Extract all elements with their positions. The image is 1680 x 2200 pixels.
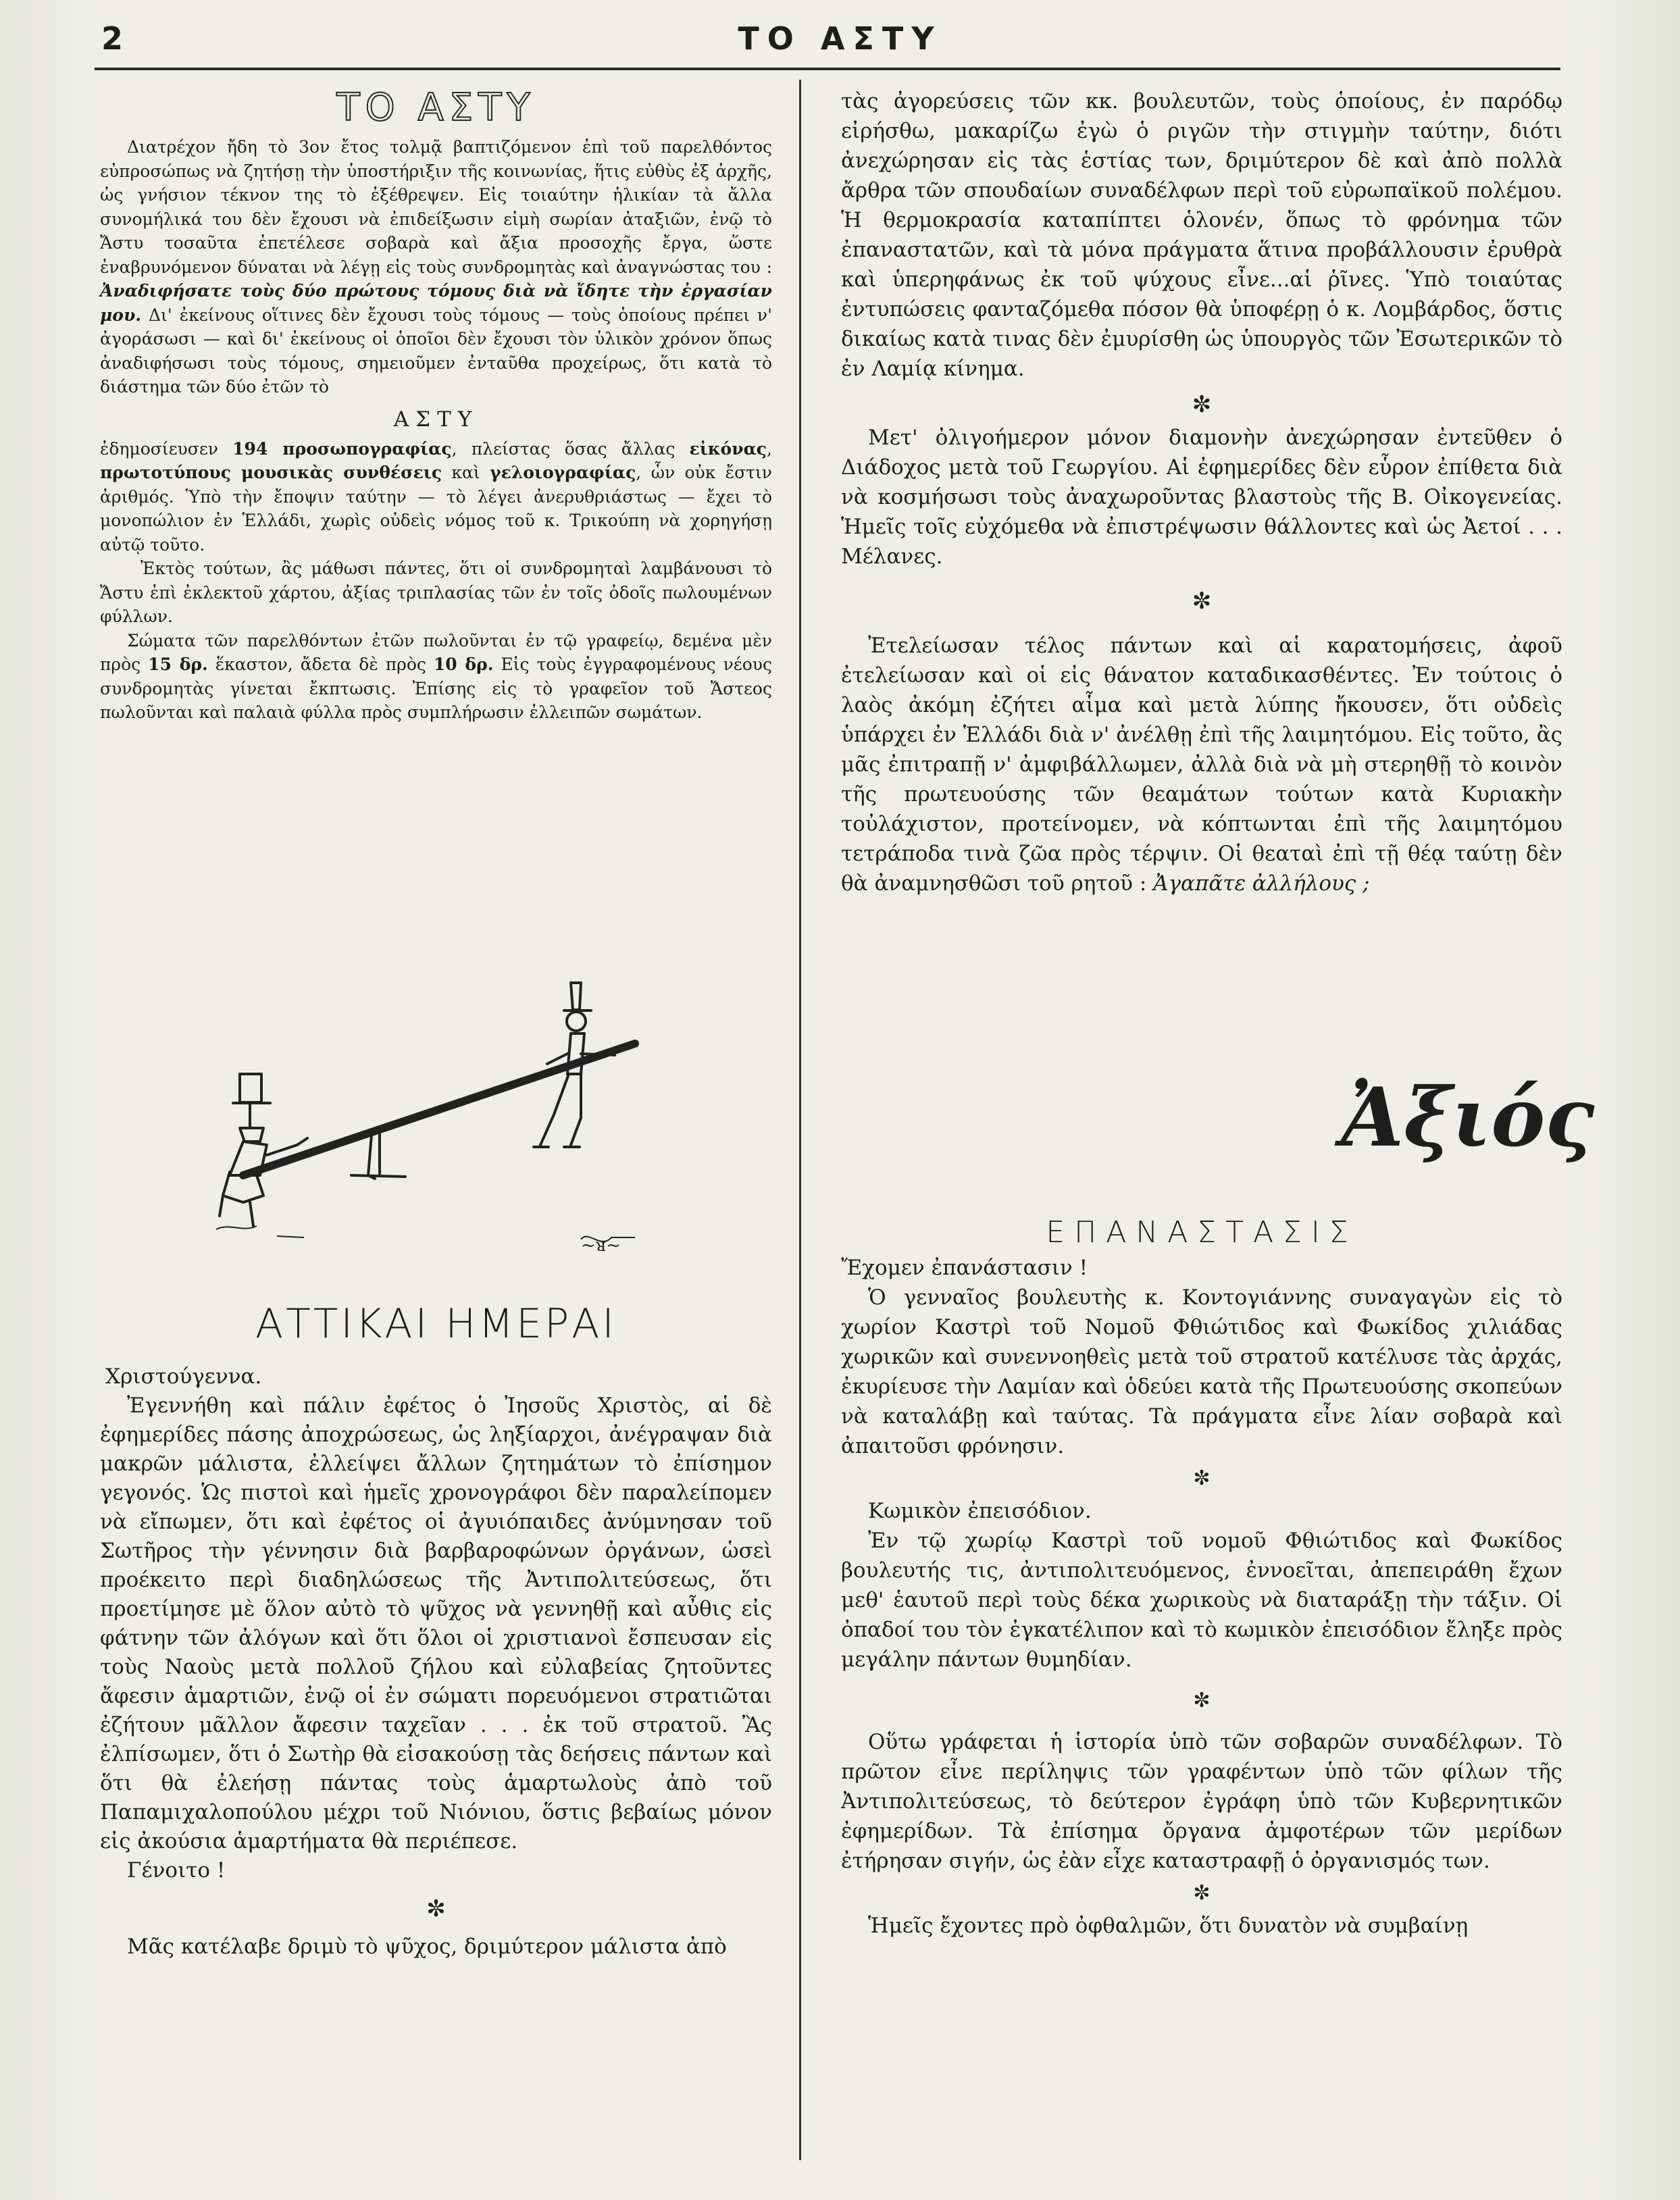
page-number: 2 (101, 20, 124, 57)
diadochos-paragraph: Μετ' ὀλιγοήμερον μόνον διαμονὴν ἀνεχώρησαν ἐντεῦθεν ὁ Διάδοχος μετὰ τοῦ Γεωργίου. Αἱ ἐφημερίδες δὲν εὗρον ἐπίθετα διὰ νὰ κοσμήσωσι τοὺς ἀναχωροῦντας βλαστοὺς τῆς Β. Οἰκογενείας. Ἡμεῖς τοῖς εὐχόμεθα νὰ ἐπιστρέψωσιν θάλλοντες καὶ ὡς Ἀετοί . . . Μέλανες. (841, 426, 1562, 569)
pub-count: 194 προσωπογραφίας (232, 438, 452, 459)
revolution-title: ΕΠΑΝΑΣΤΑΣΙΣ (1046, 1215, 1358, 1250)
asterism-left: ✼ (426, 1895, 446, 1922)
amen-line: Γένοιτο ! (127, 1858, 226, 1883)
pub-images: εἰκόνας (689, 438, 767, 459)
left-column (100, 86, 772, 725)
intro-text-2: Δι' ἐκείνους οἵτινες δὲν ἔχουσι τοὺς τόμους — τοὺς ὁποίους πρέπει ν' ἀγοράσωσι — καὶ δι' ἐκείνους οἱ ὁποῖοι δὲν ἔχουσι τὸν ὑλικὸν χρόνον ὅπως ἀναδιφήσωσι τοὺς τόμους, σημειοῦμεν ἐνταῦθα προχείρως, ὅτι κατὰ τὸ διάστημα τῶν δύο ἐτῶν τὸ (100, 305, 772, 396)
pub-e: , (767, 438, 772, 459)
christmas-heading: Χριστούγεννα. (105, 1364, 262, 1389)
executions-paragraph (841, 631, 1562, 898)
author-signature: Ἀξιός (1341, 1070, 1595, 1165)
revolution-paragraph: Ὁ γενναῖος βουλευτὴς κ. Κοντογιάννης συναγαγὼν εἰς τὸ χωρίον Καστρὶ τοῦ Νομοῦ Φθιώτιδος καὶ Φωκίδος χιλιάδας χωρικῶν καὶ συνεννοηθεὶς μετὰ τοῦ στρατοῦ κατέλυσε τὰς ἀρχάς, ἐκυρίευσε τὴν Λαμίαν καὶ ὁδεύει κατὰ τῆς Πρωτευούσης σκοπεύων νὰ καταλάβῃ καὶ ταύτας. Τὰ πράγματα εἶνε λίαν σοβαρὰ καὶ ἀπαιτοῦσι φρόνησιν. (841, 1285, 1562, 1458)
column-divider (799, 80, 801, 2160)
vol-a: Σώματα τῶν παρελθόντων ἐτῶν πωλοῦνται ἐν τῷ γραφείῳ, δεμένα μὲν πρὸς (100, 630, 772, 674)
publications-paragraph (100, 437, 772, 557)
volumes-paragraph (100, 629, 772, 725)
executions-quote: Ἀγαπᾶτε ἀλλήλους ; (1153, 871, 1370, 896)
masthead-title: ΤΟ ΑΣΤΥ (738, 20, 942, 57)
continued-paragraph: τὰς ἀγορεύσεις τῶν κκ. βουλευτῶν, τοὺς ὁποίους, ἐν παρόδῳ εἰρήσθω, μακαρίζω ἐγὼ ὁ ριγῶν τὴν στιγμὴν ταύτην, διότι ἀνεχώρησαν εἰς τὰς ἑστίας των, δριμύτερον δὲ καὶ ἀπὸ πολλὰ ἄρθρα τῶν σπουδαίων συναδέλφων περὶ τοῦ εὐρωπαϊκοῦ πολέμου. Ἡ θερμοκρασία καταπίπτει ὁλονέν, ὅπως τὸ φρόνημα τῶν ἐπαναστατῶν, καὶ τὰ μόνα πράγματα ἅτινα προβάλλουσιν ἐρυθρὰ καὶ ὑπερηφάνως ἐκ τοῦ ψύχους εἶνε...αἱ ῥῖνες. Ὑπὸ τοιαύτας ἐντυπώσεις φανταζόμεθα πόσον θὰ ὑποφέρῃ ὁ κ. Λομβάρδος, ὅστις δικαίως κατὰ τινας δὲν ἐμυρίσθη ὡς ὑπουργὸς τῶν Ἐσωτερικῶν τὸ ἐν Λαμίᾳ κίνημα. (841, 89, 1562, 381)
asterism-3: ✼ (1193, 1466, 1211, 1490)
vol-price-bound: 15 δρ. (148, 655, 208, 674)
intro-emphasis: Ἀναδιφήσατε τοὺς δύο πρώτους τόμους διὰ νὰ ἴδητε τὴν ἐργασίαν μου. (100, 281, 772, 325)
history-paragraph: Οὕτω γράφεται ἡ ἱστορία ὑπὸ τῶν σοβαρῶν συναδέλφων. Τὸ πρῶτον εἶνε περίληψις τῶν γραφέντων ὑπὸ τῶν φίλων τῆς Ἀντιπολιτεύσεως, τὸ δεύτερον ἐγράφη ὑπὸ τῶν Κυβερνητικῶν ἐφημερίδων. Τὰ ἐπίσημα ὄργανα ἀμφοτέρων τῶν μερίδων ἐτήρησαν σιγήν, ὡς ἐὰν εἶχε καταστραφῇ ὁ ὀργανισμός των. (841, 1730, 1562, 1873)
vol-e: Εἰς τοὺς ἐγγραφομένους νέους συνδρομητὰς γίνεται ἔκπτωσις. Ἐπίσης εἰς τὸ γραφεῖον τοῦ Ἄστεος πωλοῦνται καὶ παλαιὰ φύλλα πρὸς συμπλήρωσιν ἐλλειπῶν σωμάτων. (100, 655, 772, 722)
right-column (841, 86, 1562, 898)
attikai-title: ΑΤΤΙΚΑΙ ΗΜΕΡΑΙ (255, 1300, 617, 1348)
asterism-5: ✼ (1193, 1881, 1211, 1905)
seesaw-cartoon (203, 973, 730, 1256)
pub-a: ἐδημοσίευσεν (100, 438, 218, 459)
attikai-section (100, 1300, 772, 1962)
christmas-paragraph: Ἐγεννήθη καὶ πάλιν ἐφέτος ὁ Ἰησοῦς Χριστὸς, αἱ δὲ ἐφημερίδες πάσης ἀποχρώσεως, ὡς ληξίαρχοι, ἀνέγραψαν διὰ μακρῶν μάλιστα, ἐλλείψει ἄλλων ζητημάτων τὸ ἐπίσημον γεγονός. Ὡς πιστοὶ καὶ ἡμεῖς χρονογράφοι δὲν παραλείπομεν νὰ εἴπωμεν, ὅτι καὶ ἐφέτος οἱ ἀγυιόπαιδες ἀνύμνησαν τοῦ Σωτῆρος τὴν γέννησιν διὰ βαρβαροφώνων ὀργάνων, ὡσεὶ προέκειτο περὶ διαδηλώσεως τῆς Ἀντιπολιτεύσεως, ὅτι προετίμησε μὲ ὅλον αὐτὸ τὸ ψῦχος νὰ γεννηθῇ καὶ αὖθις εἰς φάτνην τῶν ἀλόγων καὶ ὅτι ὅλοι οἱ χριστιανοὶ ἔσπευσαν εἰς τοὺς Ναοὺς μετὰ πολλοῦ ζήλου καὶ εὐλαβείας ζητοῦντες ἄφεσιν ἁμαρτιῶν, ἐνῷ οἱ ἐν σώματι πορευόμενοι στρατιῶται ἐζήτουν μᾶλλον ἄφεσιν ταχεῖαν . . . ἐκ τοῦ στρατοῦ. Ἂς ἐλπίσωμεν, ὅτι ὁ Σωτὴρ θὰ εἰσακούσῃ τὰς δεήσεις πάντων καὶ ὅτι θὰ ἐλεήσῃ πάντας τοὺς ἁμαρτωλοὺς ἀπὸ τοῦ Παπαμιχαλοπούλου μέχρι τοῦ Νιόνιου, ὅστις βεβαίως μόνον εἰς ἀκούσια ἁμαρτήματα θὰ περιέπεσε. (100, 1393, 772, 1853)
cartoon-signature: ~ᴚ~ (581, 1235, 621, 1256)
executions-text: Ἐτελείωσαν τέλος πάντων καὶ αἱ καρατομήσεις, ἀφοῦ ἐτελείωσαν καὶ οἱ εἰς θάνατον καταδικασθέντες. Ἐν τούτοις ὁ λαὸς ἀκόμη ἐζήτει αἷμα καὶ μετὰ λύπης ἤκουσεν, ὅτι οὐδεὶς ὑπάρχει ἐν Ἑλλάδι διὰ ν' ἀνέλθῃ ἐπὶ τῆς λαιμητόμου. Εἰς τοῦτο, ἂς μᾶς ἐπιτραπῇ ν' ἀμφιβάλλωμεν, ἀλλὰ διὰ νὰ μὴ στερηθῇ τὸ κοινὸν τῆς πρωτευούσης τῶν θεαμάτων τούτων κατὰ Κυριακὴν τοὐλάχιστον, προτείνομεν, νὰ κόπτωνται ἐπὶ τῆς λαιμητόμου τετράποδα τινὰ ζῶα πρὸς τέρψιν. Οἱ θεαταὶ ἐπὶ τῇ θέᾳ ταύτῃ δὲν θὰ ἀναμνησθῶσι τοῦ ρητοῦ : (841, 634, 1562, 896)
asterism-1: ✼ (1192, 391, 1212, 418)
final-paragraph: Ἡμεῖς ἔχοντες πρὸ ὀφθαλμῶν, ὅτι δυνατὸν νὰ συμβαίνῃ (868, 1914, 1469, 1938)
intro-text: Διατρέχον ἤδη τὸ 3ον ἔτος τολμᾷ βαπτιζόμενον ἐπὶ τοῦ παρελθόντος εὐπροσώπως νὰ ζητήσῃ τὴν ὑποστήριξιν τῆς κοινωνίας, ἥτις εὐθὺς ἐξ ἀρχῆς, ὡς γνήσιον τέκνον της τὸ ἐξέθρεψεν. Εἰς τοιαύτην ἡλικίαν τὰ ἄλλα συνομήλικά του δὲν ἔχουσι νὰ ἐπιδείξωσιν εἰμὴ σωρίαν ἀταξιῶν, ἐνῷ τὸ Ἄστυ τοσαῦτα ἐπετέλεσε σοβαρὰ καὶ ἄξια προσοχῆς ἔργα, ὥστε ἐναβρυνόμενον δύναται νὰ λέγῃ εἰς τοὺς συνδρομητὰς καὶ ἀναγνώστας του : (100, 137, 772, 277)
cold-paragraph: Μᾶς κατέλαβε δριμὺ τὸ ψῦχος, δριμύτερον μάλιστα ἀπὸ (127, 1935, 727, 1959)
pub-c: , πλείστας ὅσας ἄλλας (451, 438, 676, 459)
vol-c: ἕκαστον, ἄδετα δὲ πρὸς (215, 655, 426, 674)
asty-word: ΑΣΤΥ (393, 407, 479, 432)
episode-paragraph: Ἐν τῷ χωρίῳ Καστρὶ τοῦ νομοῦ Φθιώτιδος καὶ Φωκίδος βουλευτής τις, ἀντιπολιτευόμενος, ἐννοεῖται, ἀπεπειράθη ἔχων μεθ' ἑαυτοῦ περὶ τοὺς δέκα χωρικοὺς νὰ διαταράξῃ τὴν τάξιν. Οἱ ὀπαδοί του τὸν ἐγκατέλιπον καὶ τὸ κωμικὸν ἐπεισόδιον ἔληξε πρὸς μεγάλην πάντων θυμηδίαν. (841, 1529, 1562, 1672)
episode-heading: Κωμικὸν ἐπεισόδιον. (868, 1499, 1092, 1523)
subscribers-paragraph: Ἐκτὸς τούτων, ἂς μάθωσι πάντες, ὅτι οἱ συνδρομηταὶ λαμβάνουσι τὸ Ἄστυ ἐπὶ ἐκλεκτοῦ χάρτου, ἀξίας τριπλασίας τῶν ἐν τοῖς ὁδοῖς πωλουμένων φύλλων. (100, 559, 772, 626)
pub-music: πρωτοτύπους μουσικὰς συνθέσεις (100, 463, 442, 482)
asterism-2: ✼ (1192, 588, 1212, 615)
header-rule (95, 68, 1560, 70)
intro-paragraph (100, 135, 772, 399)
pub-cartoons: γελοιογραφίας (490, 463, 636, 482)
pub-g: καὶ (451, 463, 480, 482)
pub-i: , ὧν οὐκ ἔστιν ἀριθμός. Ὑπὸ τὴν ἔποψιν ταύτην — τὸ λέγει ἀνερυθριάστως — ἔχει τὸ μονοπώλιον ἐν Ἑλλάδι, χωρὶς οὐδεὶς νόμος τοῦ κ. Τρικούπη νὰ χορηγήσῃ αὐτῷ τοῦτο. (100, 463, 772, 555)
revolution-section (841, 1212, 1562, 1941)
revolution-intro: Ἔχομεν ἐπανάστασιν ! (841, 1256, 1088, 1280)
vol-price-unbound: 10 δρ. (433, 655, 494, 674)
intro-title: ΤΟ ΑΣΤΥ (336, 86, 536, 130)
asterism-4: ✼ (1193, 1689, 1211, 1712)
